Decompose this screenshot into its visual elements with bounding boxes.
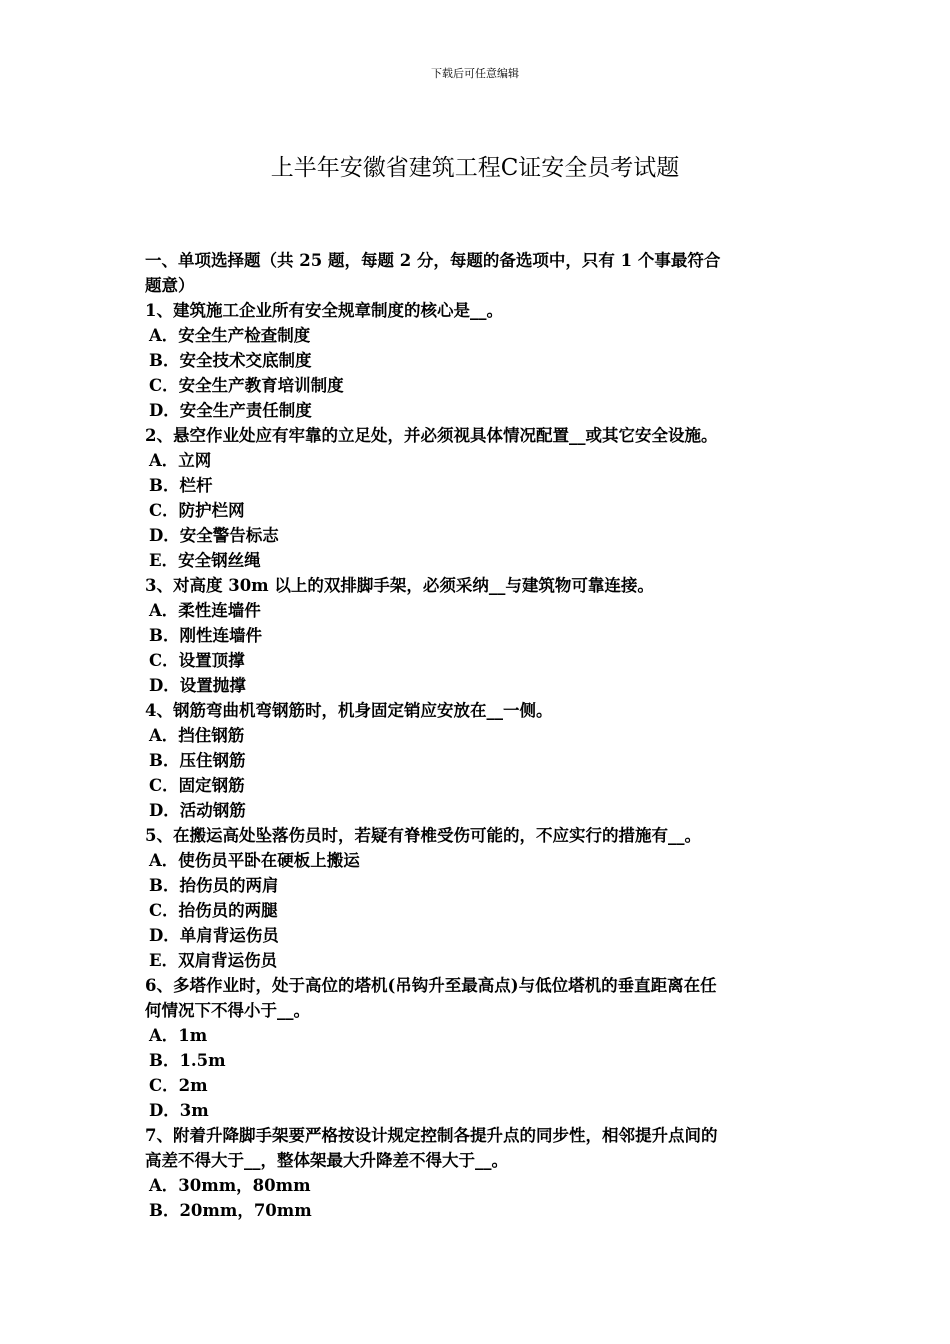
option-c: C．设置顶撑 <box>149 651 245 670</box>
question-text-line-2: 何情况下不得小于__。 <box>145 1001 310 1020</box>
option-b: B．安全技术交底制度 <box>149 351 312 370</box>
question-6 <box>145 973 810 1123</box>
option-b: B．压住钢筋 <box>149 751 246 770</box>
option-a: A．1m <box>149 1026 208 1045</box>
question-3 <box>145 573 810 698</box>
question-text: 5、在搬运高处坠落伤员时，若疑有脊椎受伤可能的，不应实行的措施有__。 <box>145 826 701 845</box>
question-text-line-1: 7、附着升降脚手架要严格按设计规定控制各提升点的同步性，相邻提升点间的 <box>145 1126 718 1145</box>
option-a: A．挡住钢筋 <box>149 726 245 745</box>
option-c: C．防护栏网 <box>149 501 245 520</box>
option-d: D．设置抛撑 <box>149 676 246 695</box>
option-b: B．20mm，70mm <box>149 1201 312 1220</box>
question-text: 3、对高度 30m 以上的双排脚手架，必须采纳__与建筑物可靠连接。 <box>145 576 654 595</box>
header-note: 下载后可任意编辑 <box>431 67 519 80</box>
option-d: D．3m <box>149 1101 209 1120</box>
option-a: A．安全生产检查制度 <box>149 326 311 345</box>
option-b: B．刚性连墙件 <box>149 626 262 645</box>
question-text: 2、悬空作业处应有牢靠的立足处，并必须视具体情况配置__或其它安全设施。 <box>145 426 718 445</box>
option-e: E．双肩背运伤员 <box>149 951 278 970</box>
question-2 <box>145 423 810 573</box>
option-a: A．30mm，80mm <box>149 1176 311 1195</box>
option-c: C．抬伤员的两腿 <box>149 901 278 920</box>
question-1 <box>145 298 810 423</box>
option-d: D．安全生产责任制度 <box>149 401 312 420</box>
option-c: C．安全生产教育培训制度 <box>149 376 344 395</box>
option-c: C．固定钢筋 <box>149 776 245 795</box>
option-d: D．单肩背运伤员 <box>149 926 279 945</box>
option-a: A．使伤员平卧在硬板上搬运 <box>149 851 360 870</box>
option-c: C．2m <box>149 1076 208 1095</box>
option-b: B．栏杆 <box>149 476 213 495</box>
option-d: D．活动钢筋 <box>149 801 246 820</box>
option-a: A．立网 <box>149 451 212 470</box>
option-b: B．抬伤员的两肩 <box>149 876 279 895</box>
question-text: 1、建筑施工企业所有安全规章制度的核心是__。 <box>145 301 503 320</box>
question-7 <box>145 1123 810 1223</box>
question-content <box>145 248 810 1223</box>
question-text-line-2: 高差不得大于__，整体架最大升降差不得大于__。 <box>145 1151 508 1170</box>
option-e: E．安全钢丝绳 <box>149 551 261 570</box>
question-text-line-1: 6、多塔作业时，处于高位的塔机(吊钩升至最高点)与低位塔机的垂直距离在任 <box>145 976 717 995</box>
option-b: B．1.5m <box>149 1051 226 1070</box>
question-4 <box>145 698 810 823</box>
question-5 <box>145 823 810 973</box>
section-heading-line-1: 一、单项选择题（共 25 题，每题 2 分，每题的备选项中，只有 1 个事最符合 <box>145 251 721 270</box>
question-text: 4、钢筋弯曲机弯钢筋时，机身固定销应安放在__一侧。 <box>145 701 553 720</box>
option-d: D．安全警告标志 <box>149 526 279 545</box>
page-title: 上半年安徽省建筑工程C证安全员考试题 <box>270 155 680 181</box>
section-heading-line-2: 题意） <box>145 276 195 295</box>
option-a: A．柔性连墙件 <box>149 601 261 620</box>
